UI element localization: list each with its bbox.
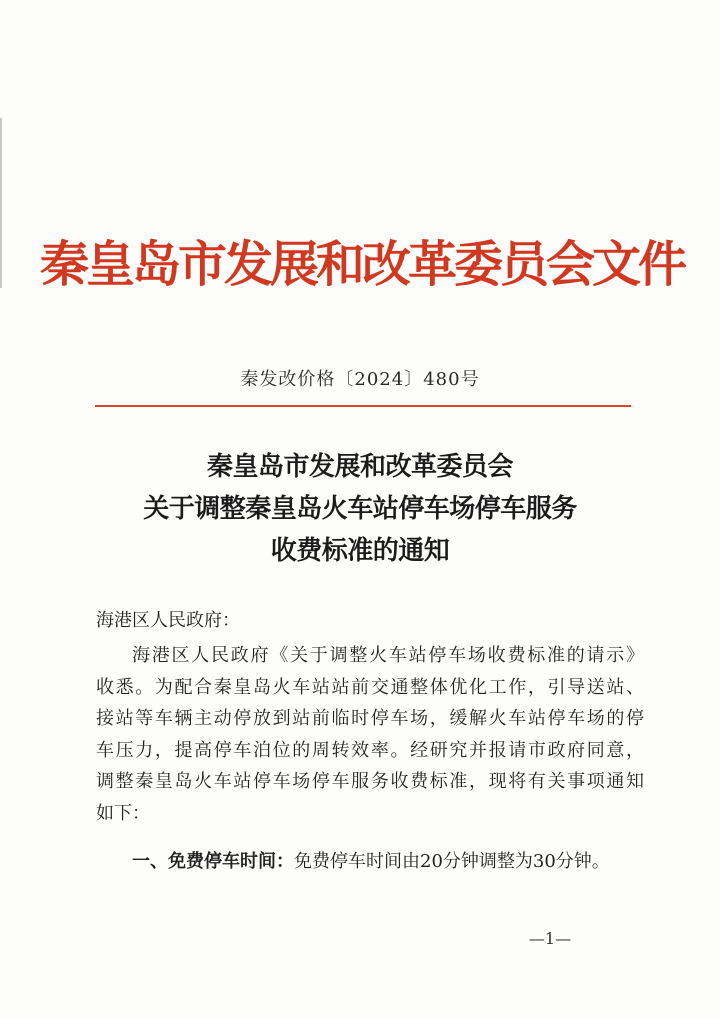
title-line-1: 秦皇岛市发展和改革委员会 (206, 452, 513, 482)
paragraph-line-6: 如下： (96, 802, 150, 824)
paragraph-line-3: 接站等车辆主动停放到站前临时停车场，缓解火车站停车场的停 (96, 708, 644, 729)
red-divider-line (95, 405, 631, 407)
paragraph-line-4: 车压力，提高停车泊位的周转效率。经研究并报请市政府同意， (96, 739, 644, 761)
item-one (96, 846, 644, 878)
document-title (0, 446, 720, 572)
page-number: —1— (528, 929, 572, 948)
body-paragraph (96, 640, 644, 829)
document-number: 秦发改价格〔2024〕480号 (240, 369, 480, 390)
addressee: 海港区人民政府： (96, 610, 240, 631)
scan-edge-mark (0, 118, 2, 288)
document-header-title: 秦皇岛市发展和改革委员会文件 (40, 235, 685, 293)
title-line-2: 关于调整秦皇岛火车站停车场停车服务 (143, 494, 577, 524)
paragraph-line-2: 收悉。为配合秦皇岛火车站站前交通整体优化工作，引导送站、 (96, 676, 644, 698)
item-one-label: 一、免费停车时间： (132, 851, 294, 872)
paragraph-line-5: 调整秦皇岛火车站停车场停车服务收费标准，现将有关事项通知 (96, 771, 644, 792)
paragraph-line-1: 海港区人民政府《关于调整火车站停车场收费标准的请示》 (132, 645, 644, 666)
item-one-text: 免费停车时间由20分钟调整为30分钟。 (294, 851, 610, 872)
title-line-3: 收费标准的通知 (270, 536, 450, 566)
